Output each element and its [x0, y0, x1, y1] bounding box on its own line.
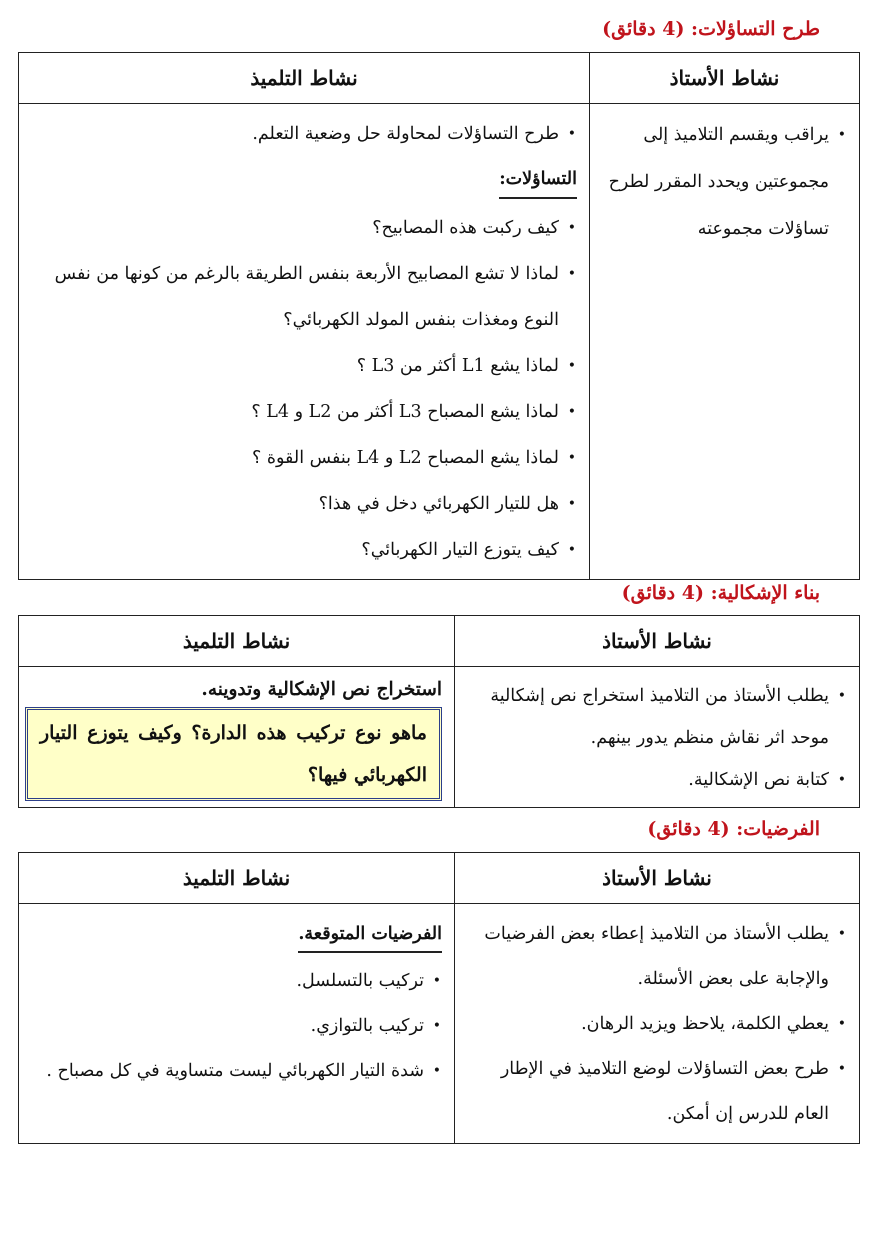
- question-item: • لماذا يشع المصباح L3 أكثر من L2 و L4 ؟: [31, 389, 559, 435]
- question-item: • هل للتيار الكهربائي دخل في هذا؟: [31, 481, 559, 527]
- problem-statement-box: ماهو نوع تركيب هذه الدارة؟ وكيف يتوزع التيار الكهربائي فيها؟: [25, 707, 442, 801]
- student-activity-header: نشاط التلميذ: [19, 853, 455, 904]
- section-title-problem: بناء الإشكالية: (4 دقائق): [621, 582, 820, 604]
- questions-label: التساؤلات:: [499, 161, 577, 199]
- teacher-item: • كتابة نص الإشكالية.: [467, 759, 829, 801]
- student-activity-cell: [19, 104, 590, 580]
- hypothesis-item: • تركيب بالتسلسل.: [31, 959, 424, 1004]
- student-heading: استخراج نص الإشكالية وتدوينه.: [201, 679, 442, 700]
- hypotheses-table: [18, 852, 860, 1144]
- section-title-hypotheses: الفرضيات: (4 دقائق): [647, 818, 820, 840]
- teacher-activity-cell: [455, 667, 860, 808]
- teacher-activity-header: نشاط الأستاذ: [590, 53, 860, 104]
- question-item: • لماذا يشع المصباح L2 و L4 بنفس القوة ؟: [31, 435, 559, 481]
- section-title-questions: طرح التساؤلات: (4 دقائق): [602, 18, 820, 40]
- question-item: • لماذا يشع L1 أكثر من L3 ؟: [31, 343, 559, 389]
- teacher-activity-header: نشاط الأستاذ: [455, 853, 860, 904]
- problem-table: [18, 615, 860, 808]
- teacher-text: • يراقب ويقسم التلاميذ إلى مجموعتين ويحدد المقرر لطرح تساؤلات مجموعته: [602, 112, 829, 253]
- question-item: • لماذا لا تشع المصابيح الأربعة بنفس الطريقة بالرغم من كونها من نفس النوع ومغذات بنفس المولد الكهربائي؟: [31, 251, 559, 343]
- question-item: • كيف يتوزع التيار الكهربائي؟: [31, 527, 559, 573]
- teacher-activity-cell: [590, 104, 860, 580]
- student-activity-cell: [19, 667, 455, 808]
- hypothesis-item: • تركيب بالتوازي.: [31, 1004, 424, 1049]
- question-item: • كيف ركبت هذه المصابيح؟: [31, 205, 559, 251]
- teacher-activity-cell: [455, 904, 860, 1144]
- teacher-item: • يطلب الأستاذ من التلاميذ إعطاء بعض الفرضيات والإجابة على بعض الأسئلة.: [467, 912, 829, 1002]
- student-activity-header: نشاط التلميذ: [19, 53, 590, 104]
- teacher-activity-header: نشاط الأستاذ: [455, 616, 860, 667]
- student-intro: • طرح التساؤلات لمحاولة حل وضعية التعلم.: [31, 112, 559, 156]
- hypotheses-label: الفرضيات المتوقعة.: [298, 917, 442, 953]
- hypothesis-item: • شدة التيار الكهربائي ليست متساوية في كل مصباح .: [31, 1049, 424, 1094]
- student-activity-cell: [19, 904, 455, 1144]
- student-activity-header: نشاط التلميذ: [19, 616, 455, 667]
- questions-table: [18, 52, 860, 580]
- teacher-item: • طرح بعض التساؤلات لوضع التلاميذ في الإطار العام للدرس إن أمكن.: [467, 1047, 829, 1137]
- teacher-item: • يطلب الأستاذ من التلاميذ استخراج نص إشكالية موحد اثر نقاش منظم يدور بينهم.: [467, 675, 829, 759]
- teacher-item: • يعطي الكلمة، يلاحظ ويزيد الرهان.: [467, 1002, 829, 1047]
